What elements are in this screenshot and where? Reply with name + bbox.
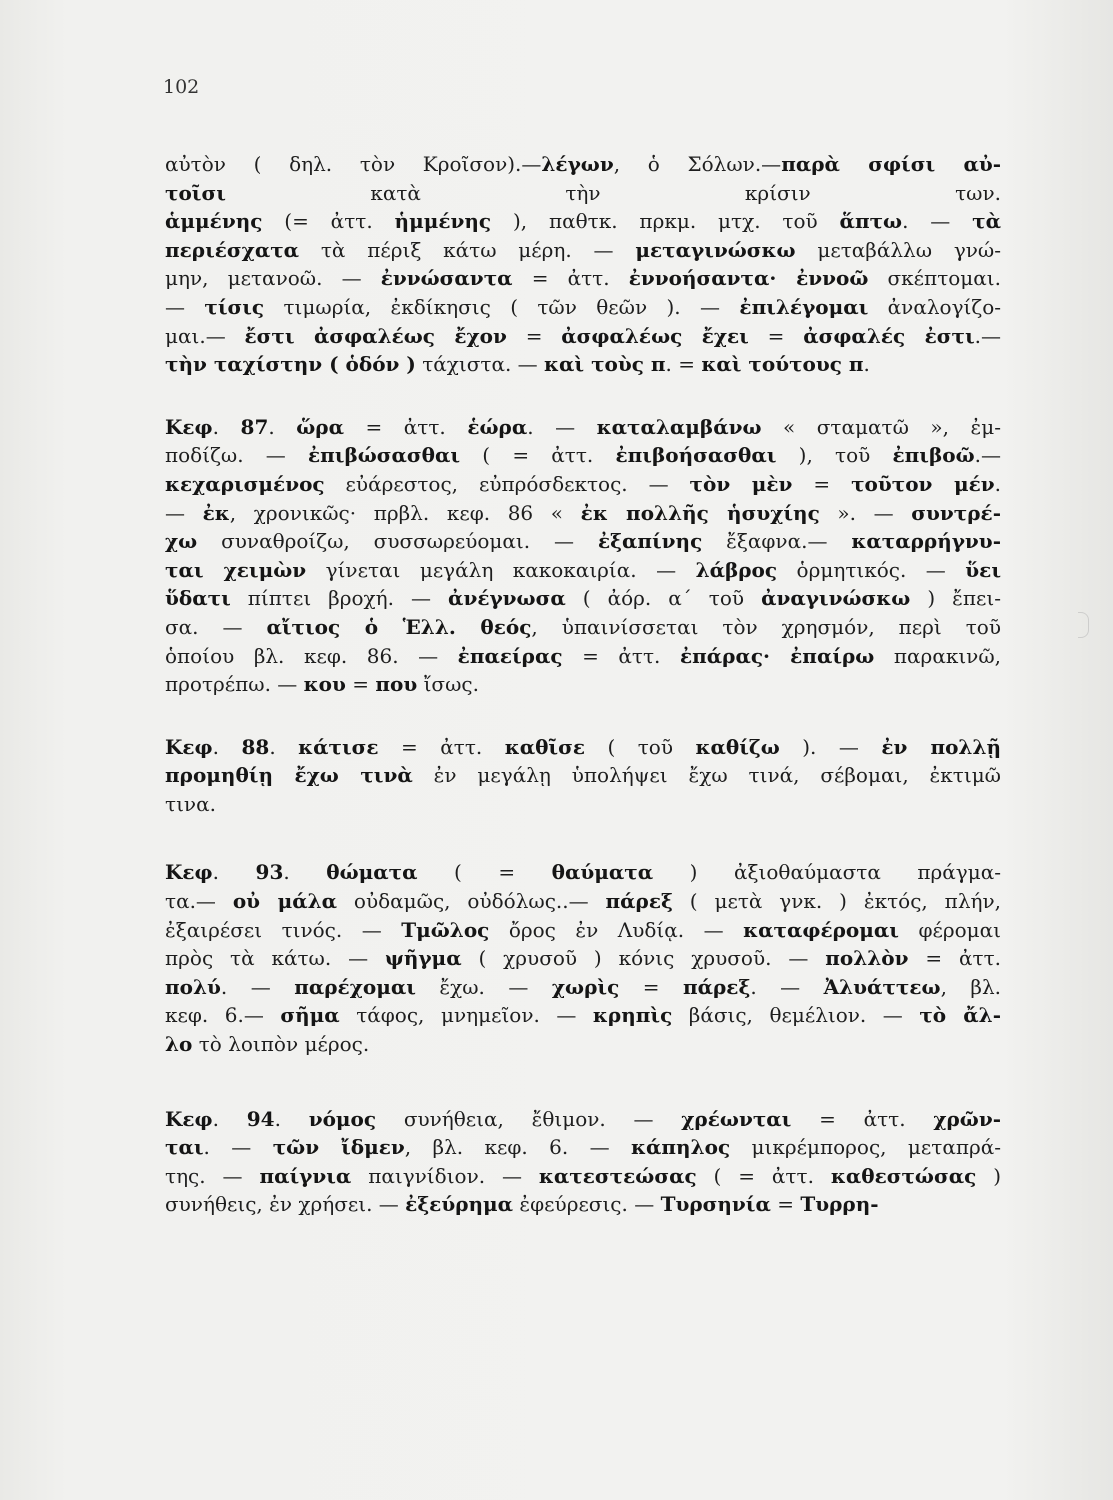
- text-line: ἁμμένης (= ἀττ. ἡμμένης ), παθτκ. πρκμ. μτχ. τοῦ ἅπτω. — τὰ: [165, 209, 1001, 234]
- commentary-body: [165, 150, 1001, 1259]
- text-line: Κεφ. 94. νόμος συνήθεια, ἔθιμον. — χρέωνται = ἀττ. χρῶν-: [165, 1106, 1002, 1131]
- text-line: περιέσχατα τὰ πέριξ κάτω μέρη. — μεταγινώσκω μεταβάλλω γνώ-: [165, 237, 1001, 262]
- text-line: χω συναθροίζω, συσσωρεύομαι. — ἐξαπίνης ἔξαφνα.— καταρρήγνυ-: [165, 529, 1001, 554]
- text-line: Κεφ. 87. ὥρα = ἀττ. ἑώρα. — καταλαμβάνω « σταματῶ », ἐμ-: [165, 414, 1002, 439]
- paragraph-chapter-88: [165, 733, 1001, 819]
- text-line: κεχαρισμένος εὐάρεστος, εὐπρόσδεκτος. — τὸν μὲν = τοῦτον μέν.: [165, 471, 1002, 496]
- paragraph-chapter-93: [165, 858, 1001, 1058]
- text-line: πολύ. — παρέχομαι ἔχω. — χωρὶς = πάρεξ. — Ἀλυάττεω, βλ.: [165, 974, 1002, 999]
- text-line: μαι.— ἔστι ἀσφαλέως ἔχον = ἀσφαλέως ἔχει = ἀσφαλές ἐστι.—: [165, 323, 1001, 348]
- text-line: τοῖσι κατὰ τὴν κρίσιν των.: [165, 180, 1001, 205]
- text-line: τα.— οὐ μάλα οὐδαμῶς, οὐδόλως..— πάρεξ ( μετὰ γνκ. ) ἐκτός, πλήν,: [165, 889, 1001, 914]
- text-line: σα. — αἴτιος ὁ Ἑλλ. θεός, ὑπαινίσσεται τὸν χρησμόν, περὶ τοῦ: [165, 614, 1001, 639]
- paragraph-commentary-intro: [165, 150, 1001, 379]
- text-line: προτρέπω. — κου = που ἴσως.: [165, 672, 479, 697]
- text-line: μην, μετανοῶ. — ἐννώσαντα = ἀττ. ἐννοήσαντα· ἐννοῶ σκέπτομαι.: [165, 266, 1001, 291]
- text-line: ποδίζω. — ἐπιβώσασθαι ( = ἀττ. ἐπιβοήσασθαι ), τοῦ ἐπιβοῶ.—: [165, 443, 1001, 468]
- paragraph-chapter-94: [165, 1105, 1001, 1219]
- text-line: προμηθίῃ ἔχω τινὰ ἐν μεγάλῃ ὑπολήψει ἔχω τινά, σέβομαι, ἐκτιμῶ: [165, 763, 1001, 788]
- page-number: 102: [163, 76, 200, 98]
- paragraph-chapter-87: [165, 413, 1001, 699]
- text-line: αὐτὸν ( δηλ. τὸν Κροῖσον).—λέγων, ὁ Σόλων.—παρὰ σφίσι αὐ-: [165, 152, 1002, 176]
- text-line: της. — παίγνια παιγνίδιον. — κατεστεώσας ( = ἀττ. καθεστώσας ): [165, 1163, 1002, 1188]
- text-line: πρὸς τὰ κάτω. — ψῆγμα ( χρυσοῦ ) κόνις χρυσοῦ. — πολλὸν = ἀττ.: [165, 946, 1001, 971]
- text-line: συνήθεις, ἐν χρήσει. — ἐξεύρημα ἐφεύρεσις. — Τυρσηνία = Τυρρη-: [165, 1192, 879, 1217]
- text-line: — τίσις τιμωρία, ἐκδίκησις ( τῶν θεῶν ). — ἐπιλέγομαι ἀναλογίζο-: [165, 294, 1001, 319]
- text-line: ται χειμὼν γίνεται μεγάλη κακοκαιρία. — λάβρος ὁρμητικός. — ὕει: [165, 557, 1001, 582]
- text-line: κεφ. 6.— σῆμα τάφος, μνημεῖον. — κρηπὶς βάσις, θεμέλιον. — τὸ ἄλ-: [165, 1003, 1001, 1028]
- text-line: ται. — τῶν ἴδμεν, βλ. κεφ. 6. — κάπηλος μικρέμπορος, μεταπρά-: [165, 1135, 1002, 1160]
- text-line: Κεφ. 93. θώματα ( = θαύματα ) ἀξιοθαύμαστα πράγμα-: [165, 860, 1001, 885]
- text-line: τινα.: [165, 791, 216, 816]
- text-line: ἐξαιρέσει τινός. — Τμῶλος ὄρος ἐν Λυδίᾳ. — καταφέρομαι φέρομαι: [165, 917, 1001, 942]
- margin-bracket-mark: [1078, 612, 1089, 638]
- text-line: ὁποίου βλ. κεφ. 86. — ἐπαείρας = ἀττ. ἐπάρας· ἐπαίρω παρακινῶ,: [165, 643, 1001, 668]
- text-line: Κεφ. 88. κάτισε = ἀττ. καθῖσε ( τοῦ καθίζω ). — ἐν πολλῇ: [165, 734, 1002, 759]
- text-line: ὕδατι πίπτει βροχή. — ἀνέγνωσα ( ἀόρ. α΄ τοῦ ἀναγινώσκω ) ἔπει-: [165, 586, 1001, 611]
- text-line: τὴν ταχίστην ( ὁδόν ) τάχιστα. — καὶ τοὺς π. = καὶ τούτους π.: [165, 352, 870, 377]
- text-line: λο τὸ λοιπὸν μέρος.: [165, 1032, 370, 1057]
- text-line: — ἐκ, χρονικῶς· πρβλ. κεφ. 86 « ἐκ πολλῆς ἡσυχίης ». — συντρέ-: [165, 500, 1001, 525]
